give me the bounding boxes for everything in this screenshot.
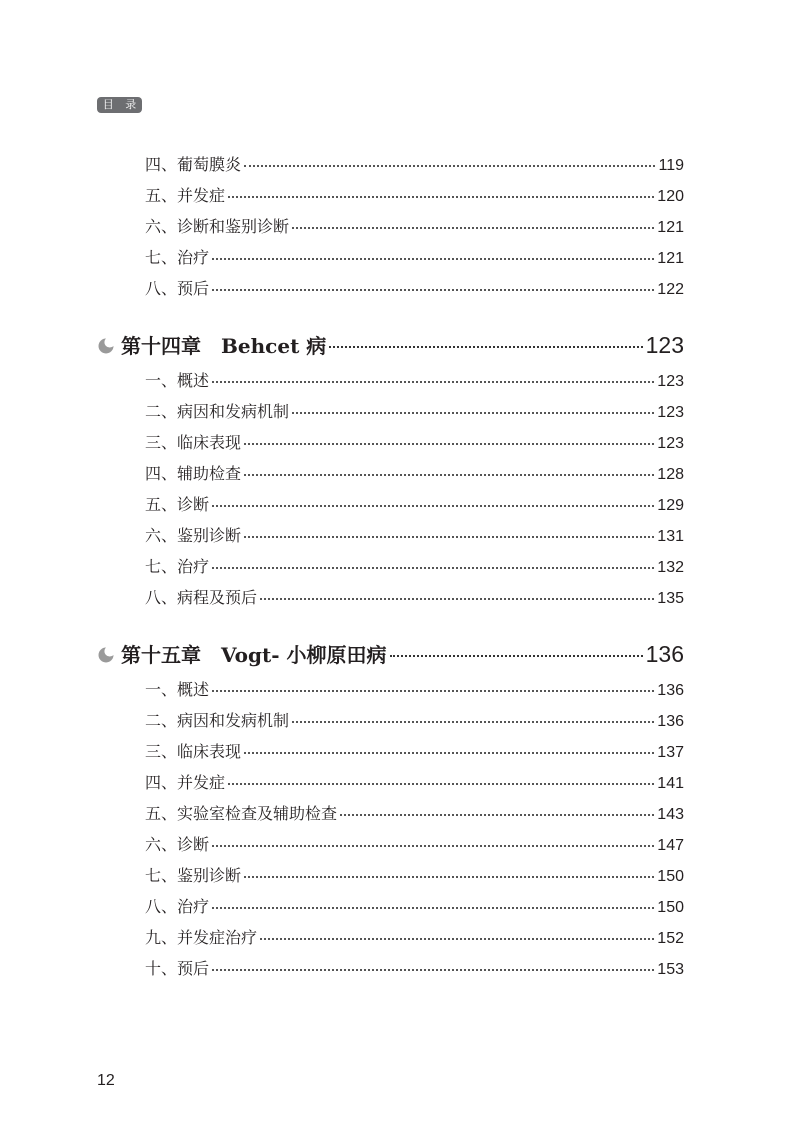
- toc-entry-label: 四、葡萄膜炎: [145, 155, 242, 174]
- toc-entry-page: 153: [657, 961, 684, 978]
- toc-entry-page: 123: [657, 373, 684, 390]
- toc-entry-label: 八、治疗: [145, 897, 210, 916]
- toc-entry-label: 二、病因和发病机制: [145, 711, 290, 730]
- chapter-title: Vogt- 小柳原田病: [221, 643, 387, 667]
- toc-entry[interactable]: [145, 214, 684, 238]
- toc-entry-page: 128: [657, 466, 684, 483]
- toc-entry[interactable]: [145, 925, 684, 949]
- toc-entry[interactable]: [145, 894, 684, 918]
- toc-entry-label: 十、预后: [145, 959, 210, 978]
- dot-leader: [244, 736, 654, 754]
- toc-entry[interactable]: [145, 152, 684, 176]
- toc-entry-page: 136: [657, 682, 684, 699]
- dot-leader: [244, 860, 654, 878]
- toc-entry-label: 四、辅助检查: [145, 464, 242, 483]
- toc-entry-page: 137: [657, 744, 684, 761]
- dot-leader: [212, 273, 654, 291]
- toc-entry-page: 120: [657, 188, 684, 205]
- toc-entry-label: 八、病程及预后: [145, 588, 258, 607]
- dot-leader: [212, 242, 654, 260]
- crescent-icon: [97, 337, 115, 355]
- dot-leader: [340, 798, 654, 816]
- dot-leader: [212, 365, 654, 383]
- chapter-heading-15[interactable]: [97, 639, 684, 669]
- dot-leader: [390, 635, 643, 657]
- toc-entry[interactable]: [145, 399, 684, 423]
- toc-entry-page: 123: [657, 404, 684, 421]
- toc-entry-label: 六、诊断: [145, 835, 210, 854]
- chapter-heading-14[interactable]: [97, 330, 684, 360]
- toc-entry-label: 四、并发症: [145, 773, 226, 792]
- toc-entry-page: 150: [657, 899, 684, 916]
- toc-entry-page: 150: [657, 868, 684, 885]
- chapter-page: 123: [645, 332, 684, 358]
- toc-entry-page: 152: [657, 930, 684, 947]
- toc-entry[interactable]: [145, 832, 684, 856]
- dot-leader: [212, 551, 654, 569]
- toc-entry[interactable]: [145, 956, 684, 980]
- toc-entry-label: 七、治疗: [145, 557, 210, 576]
- toc-entry[interactable]: [145, 183, 684, 207]
- toc-entry-label: 七、治疗: [145, 248, 210, 267]
- chapter-page: 136: [645, 641, 684, 667]
- toc-entry[interactable]: [145, 461, 684, 485]
- toc-entry-label: 七、鉴别诊断: [145, 866, 242, 885]
- dot-leader: [292, 396, 654, 414]
- dot-leader: [260, 922, 654, 940]
- toc-entry-page: 123: [657, 435, 684, 452]
- toc-entry[interactable]: [145, 585, 684, 609]
- dot-leader: [244, 427, 654, 445]
- toc-entry[interactable]: [145, 770, 684, 794]
- toc-entry[interactable]: [145, 368, 684, 392]
- dot-leader: [212, 829, 654, 847]
- toc-entry-page: 119: [658, 157, 684, 174]
- chapter-title: Behcet 病: [221, 334, 327, 358]
- chapter-number: 第十四章: [121, 334, 201, 358]
- toc-entry-page: 147: [657, 837, 684, 854]
- toc-entry-label: 六、诊断和鉴别诊断: [145, 217, 290, 236]
- toc-entry[interactable]: [145, 554, 684, 578]
- toc-entry-page: 132: [657, 559, 684, 576]
- toc-entry-label: 九、并发症治疗: [145, 928, 258, 947]
- dot-leader: [244, 149, 655, 167]
- toc-entry-label: 五、并发症: [145, 186, 226, 205]
- dot-leader: [228, 180, 654, 198]
- toc-entry[interactable]: [145, 492, 684, 516]
- toc-entry-label: 二、病因和发病机制: [145, 402, 290, 421]
- toc-entry[interactable]: [145, 276, 684, 300]
- chapter-number: 第十五章: [121, 643, 201, 667]
- toc-entry[interactable]: [145, 677, 684, 701]
- dot-leader: [212, 953, 654, 971]
- toc-entry-label: 八、预后: [145, 279, 210, 298]
- toc-entry-label: 三、临床表现: [145, 742, 242, 761]
- toc-entry[interactable]: [145, 523, 684, 547]
- toc-entry-page: 122: [657, 281, 684, 298]
- toc-entry-label: 五、实验室检查及辅助检查: [145, 804, 338, 823]
- toc-entry-label: 三、临床表现: [145, 433, 242, 452]
- dot-leader: [292, 705, 654, 723]
- dot-leader: [212, 674, 654, 692]
- toc-entry-label: 六、鉴别诊断: [145, 526, 242, 545]
- toc-entry-label: 一、概述: [145, 371, 210, 390]
- contents-header-tag: 目 录: [97, 97, 142, 113]
- crescent-icon: [97, 646, 115, 664]
- page-number: 12: [97, 1072, 115, 1089]
- dot-leader: [260, 582, 654, 600]
- toc-entry-label: 一、概述: [145, 680, 210, 699]
- toc-entry[interactable]: [145, 245, 684, 269]
- toc-entry-label: 五、诊断: [145, 495, 210, 514]
- toc-entry-page: 141: [657, 775, 684, 792]
- toc-entry[interactable]: [145, 430, 684, 454]
- toc-entry-page: 121: [657, 219, 684, 236]
- dot-leader: [292, 211, 654, 229]
- dot-leader: [212, 891, 654, 909]
- toc-entry-page: 131: [657, 528, 684, 545]
- dot-leader: [329, 326, 642, 348]
- dot-leader: [212, 489, 654, 507]
- dot-leader: [228, 767, 654, 785]
- toc-entry-page: 129: [657, 497, 684, 514]
- toc-entry-page: 121: [657, 250, 684, 267]
- dot-leader: [244, 520, 654, 538]
- toc-entry-page: 136: [657, 713, 684, 730]
- toc-entry[interactable]: [145, 801, 684, 825]
- toc-entry-page: 143: [657, 806, 684, 823]
- toc-entry[interactable]: [145, 863, 684, 887]
- toc-entry[interactable]: [145, 708, 684, 732]
- dot-leader: [244, 458, 654, 476]
- toc-entry[interactable]: [145, 739, 684, 763]
- toc-entry-page: 135: [657, 590, 684, 607]
